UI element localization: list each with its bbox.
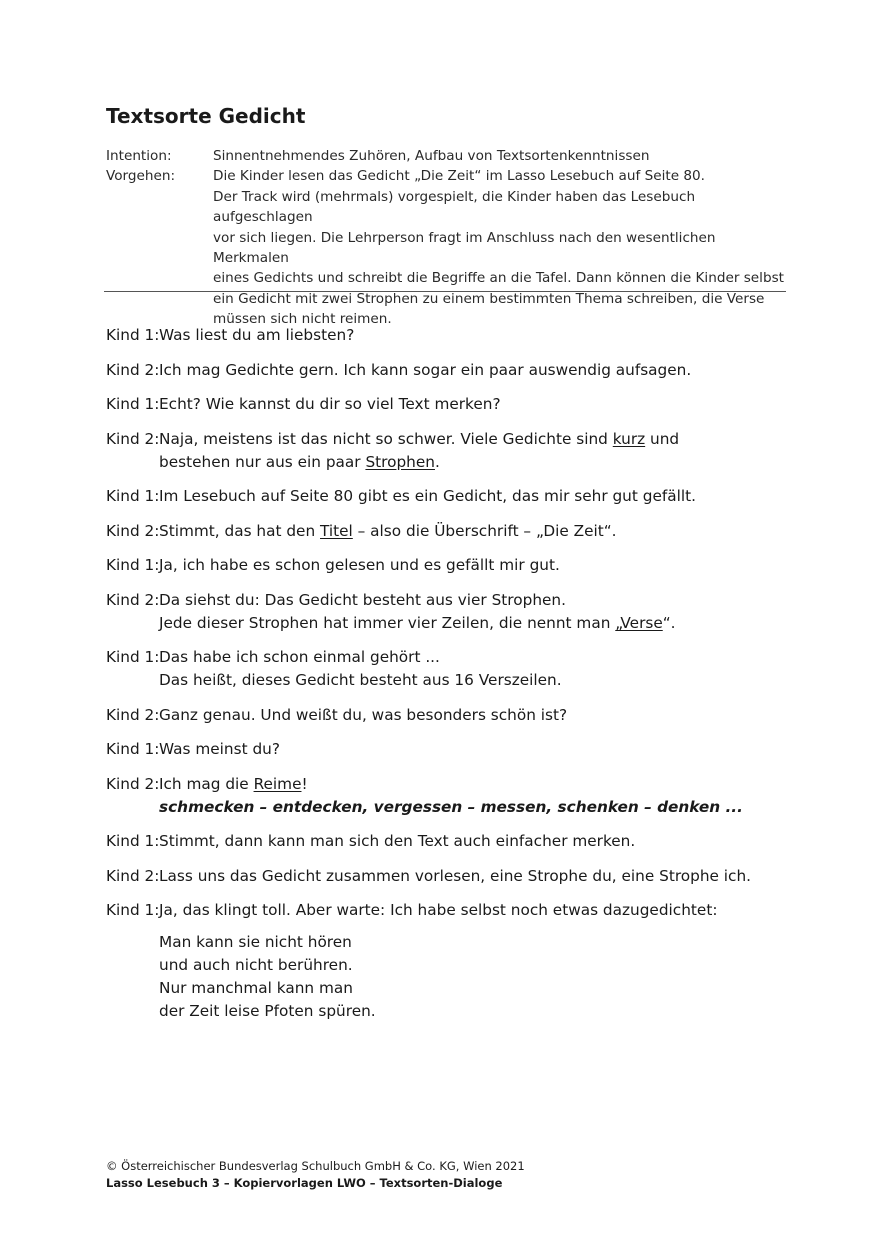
keyword-verse: „Verse bbox=[615, 613, 663, 632]
speaker-label: Kind 2: bbox=[106, 429, 160, 448]
poem-line: und auch nicht berühren. bbox=[159, 956, 353, 974]
speech-line bbox=[159, 451, 796, 474]
procedure-line: vor sich liegen. Die Lehrperson fragt im Anschluss nach den wesentlichen Merkmalen bbox=[213, 229, 716, 267]
page-title: Textsorte Gedicht bbox=[106, 104, 306, 128]
text-run: – also die Überschrift – „Die Zeit“. bbox=[352, 521, 617, 540]
speaker-label: Kind 1: bbox=[106, 556, 160, 574]
dialogue-turn bbox=[106, 393, 796, 416]
procedure-line: eines Gedichts und schreibt die Begriffe an die Tafel. Dann können die Kinder selbst bbox=[213, 270, 784, 287]
rhyme-examples: schmecken – entdecken, vergessen – messen, schenken – denken ... bbox=[159, 797, 743, 816]
dialogue-turn bbox=[106, 520, 796, 543]
dialogue-turn bbox=[106, 324, 796, 347]
speaker-label: Kind 2: bbox=[106, 590, 160, 609]
procedure-line: Die Kinder lesen das Gedicht „Die Zeit“ im Lasso Lesebuch auf Seite 80. bbox=[213, 168, 705, 185]
dialogue-turn bbox=[106, 865, 796, 888]
speech-text: Echt? Wie kannst du dir so viel Text merken? bbox=[159, 395, 501, 413]
text-run: bestehen nur aus ein paar bbox=[159, 452, 366, 471]
speech-line: Das heißt, dieses Gedicht besteht aus 16 Verszeilen. bbox=[159, 671, 562, 689]
text-run: und bbox=[645, 429, 680, 448]
speech-text: Ganz genau. Und weißt du, was besonders schön ist? bbox=[159, 705, 568, 724]
text-run: Naja, meistens ist das nicht so schwer. Viele Gedichte sind bbox=[159, 429, 613, 448]
poem-line: Man kann sie nicht hören bbox=[159, 933, 352, 951]
dialogue-turn bbox=[106, 485, 796, 508]
text-run: “. bbox=[662, 613, 676, 632]
speaker-label: Kind 1: bbox=[106, 832, 160, 850]
dialogue-turn bbox=[106, 830, 796, 853]
procedure-line: ein Gedicht mit zwei Strophen zu einem bestimmten Thema schreiben, die Verse bbox=[213, 290, 765, 307]
speaker-label: Kind 2: bbox=[106, 774, 160, 793]
poem-line: der Zeit leise Pfoten spüren. bbox=[159, 1002, 376, 1020]
speaker-label: Kind 2: bbox=[106, 705, 160, 724]
speaker-label: Kind 1: bbox=[106, 901, 160, 919]
speech-text: Im Lesebuch auf Seite 80 gibt es ein Gedicht, das mir sehr gut gefällt. bbox=[159, 487, 696, 505]
speech-text bbox=[159, 428, 796, 474]
procedure-label: Vorgehen: bbox=[106, 168, 176, 185]
dialogue-turn bbox=[106, 359, 796, 382]
procedure-line: Der Track wird (mehrmals) vorgespielt, die Kinder haben das Lesebuch aufgeschlagen bbox=[213, 188, 696, 226]
dialogue-turn bbox=[106, 704, 796, 727]
speaker-label: Kind 2: bbox=[106, 360, 160, 379]
procedure-row bbox=[106, 166, 786, 329]
teacher-notes bbox=[106, 146, 786, 330]
text-run: . bbox=[434, 452, 440, 471]
intention-row bbox=[106, 146, 786, 166]
dialogue-turn bbox=[106, 428, 796, 474]
speech-text: Lass uns das Gedicht zusammen vorlesen, eine Strophe du, eine Strophe ich. bbox=[159, 866, 752, 885]
speaker-label: Kind 1: bbox=[106, 648, 160, 666]
speaker-label: Kind 1: bbox=[106, 740, 160, 758]
text-run: Ich mag die bbox=[159, 774, 254, 793]
page-footer bbox=[106, 1158, 525, 1192]
speaker-label: Kind 2: bbox=[106, 866, 160, 885]
speech-text: Was liest du am liebsten? bbox=[159, 326, 355, 344]
speech-text bbox=[159, 773, 796, 819]
keyword-kurz: kurz bbox=[612, 429, 646, 448]
dialogue-turn bbox=[106, 899, 796, 922]
speaker-label: Kind 2: bbox=[106, 521, 160, 540]
keyword-titel: Titel bbox=[320, 521, 353, 540]
text-run: Stimmt, das hat den bbox=[159, 521, 321, 540]
intention-text: Sinnentnehmendes Zuhören, Aufbau von Textsortenkenntnissen bbox=[213, 148, 650, 164]
speech-text: Ja, ich habe es schon gelesen und es gefällt mir gut. bbox=[159, 556, 560, 574]
dialogue-turn bbox=[106, 646, 796, 692]
text-run: ! bbox=[301, 774, 308, 793]
speaker-label: Kind 1: bbox=[106, 487, 160, 505]
procedure-line: müssen sich nicht reimen. bbox=[213, 311, 392, 328]
speech-text bbox=[159, 646, 796, 692]
keyword-strophen: Strophen bbox=[365, 452, 435, 471]
text-run: Jede dieser Strophen hat immer vier Zeilen, die nennt man bbox=[159, 613, 616, 632]
speech-line: Das habe ich schon einmal gehört ... bbox=[159, 648, 440, 666]
series-title: Lasso Lesebuch 3 – Kopiervorlagen LWO – Textsorten-Dialoge bbox=[106, 1176, 503, 1190]
speech-line bbox=[159, 428, 796, 451]
procedure-text bbox=[213, 166, 786, 329]
speech-line: Da siehst du: Das Gedicht besteht aus vier Strophen. bbox=[159, 590, 566, 609]
speech-text: Ich mag Gedichte gern. Ich kann sogar ein paar auswendig aufsagen. bbox=[159, 360, 692, 379]
speaker-label: Kind 1: bbox=[106, 395, 160, 413]
speech-text: Stimmt, dann kann man sich den Text auch einfacher merken. bbox=[159, 832, 636, 850]
keyword-reime: Reime bbox=[253, 774, 302, 793]
speech-line bbox=[159, 773, 796, 796]
dialogue-turn bbox=[106, 738, 796, 761]
speech-text bbox=[159, 520, 796, 543]
speech-text: Ja, das klingt toll. Aber warte: Ich habe selbst noch etwas dazugedichtet: bbox=[159, 901, 718, 919]
speaker-label: Kind 1: bbox=[106, 326, 160, 344]
poem-line: Nur manchmal kann man bbox=[159, 979, 353, 997]
dialogue bbox=[106, 324, 796, 934]
dialogue-turn bbox=[106, 554, 796, 577]
header-divider bbox=[104, 291, 786, 292]
intention-label: Intention: bbox=[106, 148, 172, 164]
speech-text: Was meinst du? bbox=[159, 740, 280, 758]
copyright-notice: © Österreichischer Bundesverlag Schulbuch GmbH & Co. KG, Wien 2021 bbox=[106, 1159, 525, 1173]
dialogue-turn bbox=[106, 773, 796, 819]
poem-stanza bbox=[159, 931, 376, 1023]
speech-line bbox=[159, 612, 796, 635]
speech-text bbox=[159, 589, 796, 635]
dialogue-turn bbox=[106, 589, 796, 635]
